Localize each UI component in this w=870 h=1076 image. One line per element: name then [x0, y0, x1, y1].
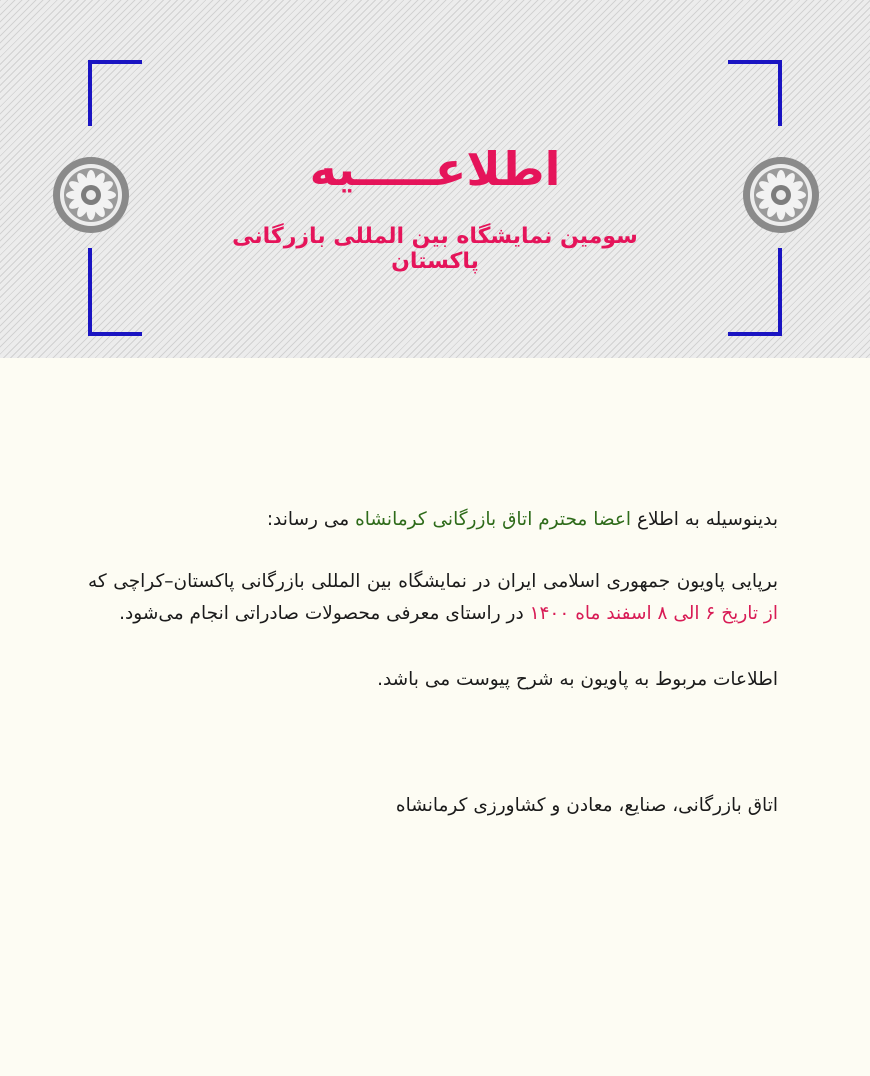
members-highlight: اعضا محترم اتاق بازرگانی کرمانشاه — [355, 509, 632, 530]
event-prefix: برپایی پاویون جمهوری اسلامی ایران در نمایشگاه بین المللی بازرگانی پاکستان–کراچی که — [88, 571, 778, 592]
right-bottom-bracket — [728, 248, 782, 336]
info-paragraph: اطلاعات مربوط به پاویون به شرح پیوست می باشد. — [377, 669, 778, 690]
header-banner — [0, 0, 870, 358]
left-bottom-bracket — [88, 248, 142, 336]
left-top-bracket — [88, 60, 142, 126]
right-top-bracket — [728, 60, 782, 126]
event-paragraph — [88, 566, 778, 630]
signature: اتاق بازرگانی، صنایع، معادن و کشاورزی کرمانشاه — [395, 795, 778, 816]
intro-suffix: می رساند: — [266, 509, 356, 530]
page-title: اطلاعـــــیه — [309, 142, 561, 196]
event-suffix: در راستای معرفی محصولات صادراتی انجام می‌شود. — [119, 603, 530, 624]
chamber-of-commerce-emblem-icon — [52, 156, 130, 234]
chamber-of-commerce-emblem-icon — [742, 156, 820, 234]
page-subtitle: سومین نمایشگاه بین المللی بازرگانی پاکستان — [232, 224, 638, 274]
event-date: از تاریخ ۶ الی ۸ اسفند ماه ۱۴۰۰ — [529, 603, 778, 624]
intro-paragraph — [88, 504, 778, 536]
intro-prefix: بدینوسیله به اطلاع — [631, 509, 778, 530]
